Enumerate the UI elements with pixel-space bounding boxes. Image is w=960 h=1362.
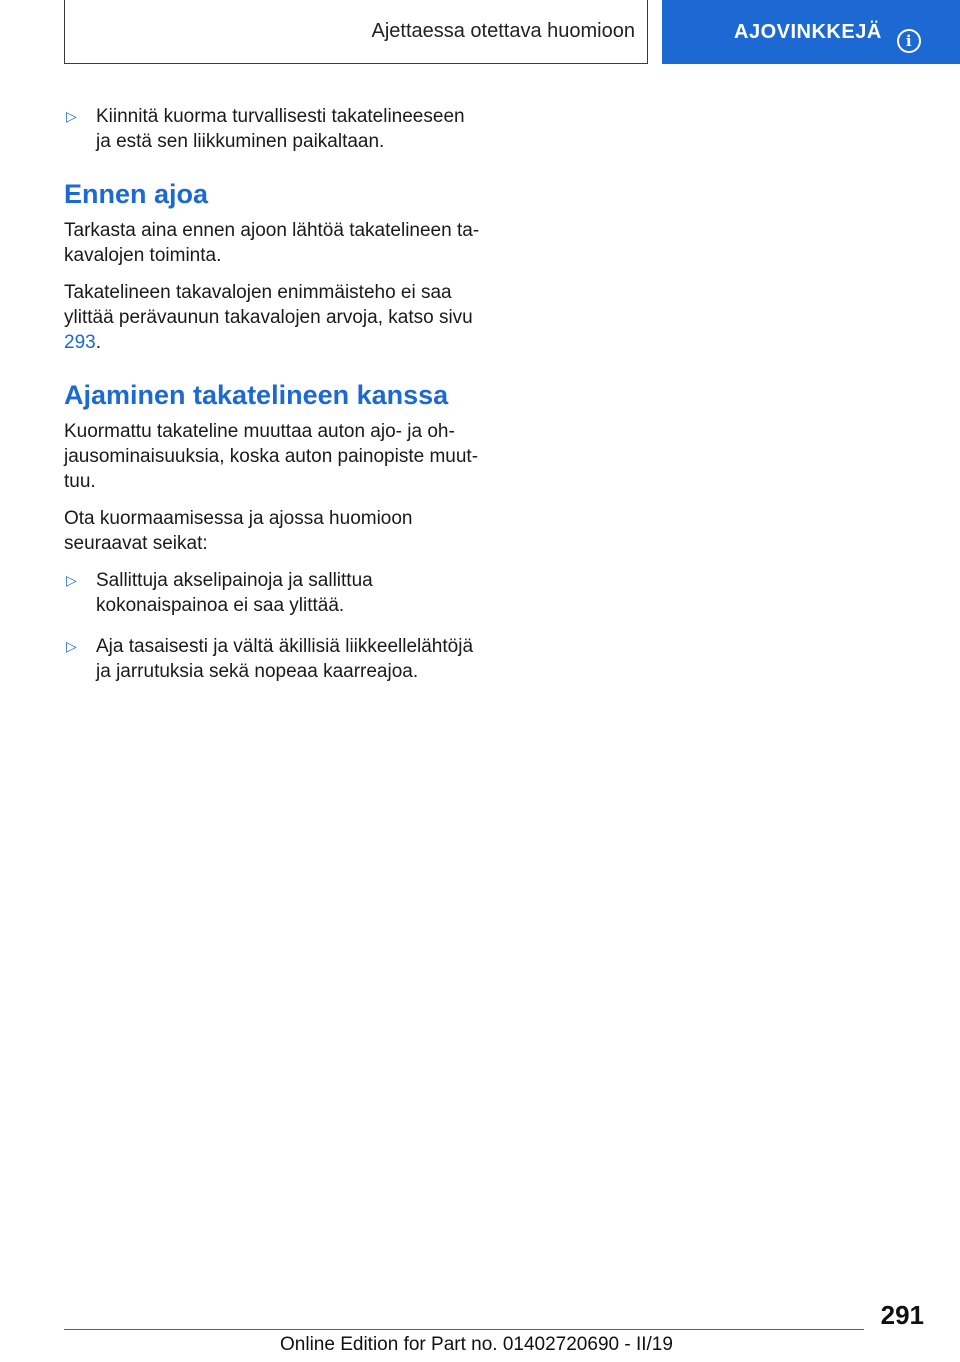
list-item — [64, 104, 480, 154]
triangle-bullet-icon: ▷ — [66, 108, 77, 124]
paragraph — [64, 280, 480, 355]
chapter-title: AJOVINKKEJÄ — [734, 20, 882, 43]
page-content — [64, 104, 480, 700]
paragraph: Tarkasta aina ennen ajoon lähtöä takatelineen takavalojen toiminta. — [64, 220, 480, 266]
paragraph-text: Takatelineen takavalojen enimmäisteho ei saa ylittää perävaunun takavalojen arvoja, katso sivu — [64, 282, 473, 328]
triangle-bullet-icon: ▷ — [66, 638, 77, 654]
bullet-text: Aja tasaisesti ja vältä äkillisiä liikkeellelähtöjä ja jarrutuksia sekä nopeaa kaarreajoa. — [96, 636, 474, 682]
section-heading-ennen-ajoa: Ennen ajoa — [64, 179, 209, 209]
page-number: 291 — [880, 1300, 924, 1330]
list-item — [64, 568, 480, 618]
page-link[interactable]: 293 — [64, 332, 96, 353]
paragraph: Kuormattu takateline muuttaa auton ajo- ja ohjausominaisuuksia, koska auton painopiste muuttuu. — [64, 421, 479, 492]
section-heading-ajaminen: Ajaminen takatelineen kanssa — [64, 380, 449, 410]
triangle-bullet-icon: ▷ — [66, 572, 77, 588]
chapter-header[interactable] — [662, 0, 960, 64]
info-icon[interactable]: i — [897, 29, 921, 53]
bullet-text: Kiinnitä kuorma turvallisesti takatelineeseen ja estä sen liikkuminen paikaltaan. — [96, 106, 465, 152]
paragraph-text-end: . — [95, 332, 101, 353]
list-item — [64, 634, 480, 684]
section-header — [64, 0, 648, 64]
footer-divider — [64, 1329, 864, 1330]
paragraph: Ota kuormaamisessa ja ajossa huomioon seuraavat seikat: — [64, 508, 413, 554]
section-title: Ajettaessa otettava huomioon — [371, 20, 635, 42]
edition-text: Online Edition for Part no. 01402720690 - II/19 — [280, 1334, 673, 1355]
bullet-text: Sallittuja akselipainoja ja sallittua kokonaispainoa ei saa ylittää. — [96, 570, 373, 616]
